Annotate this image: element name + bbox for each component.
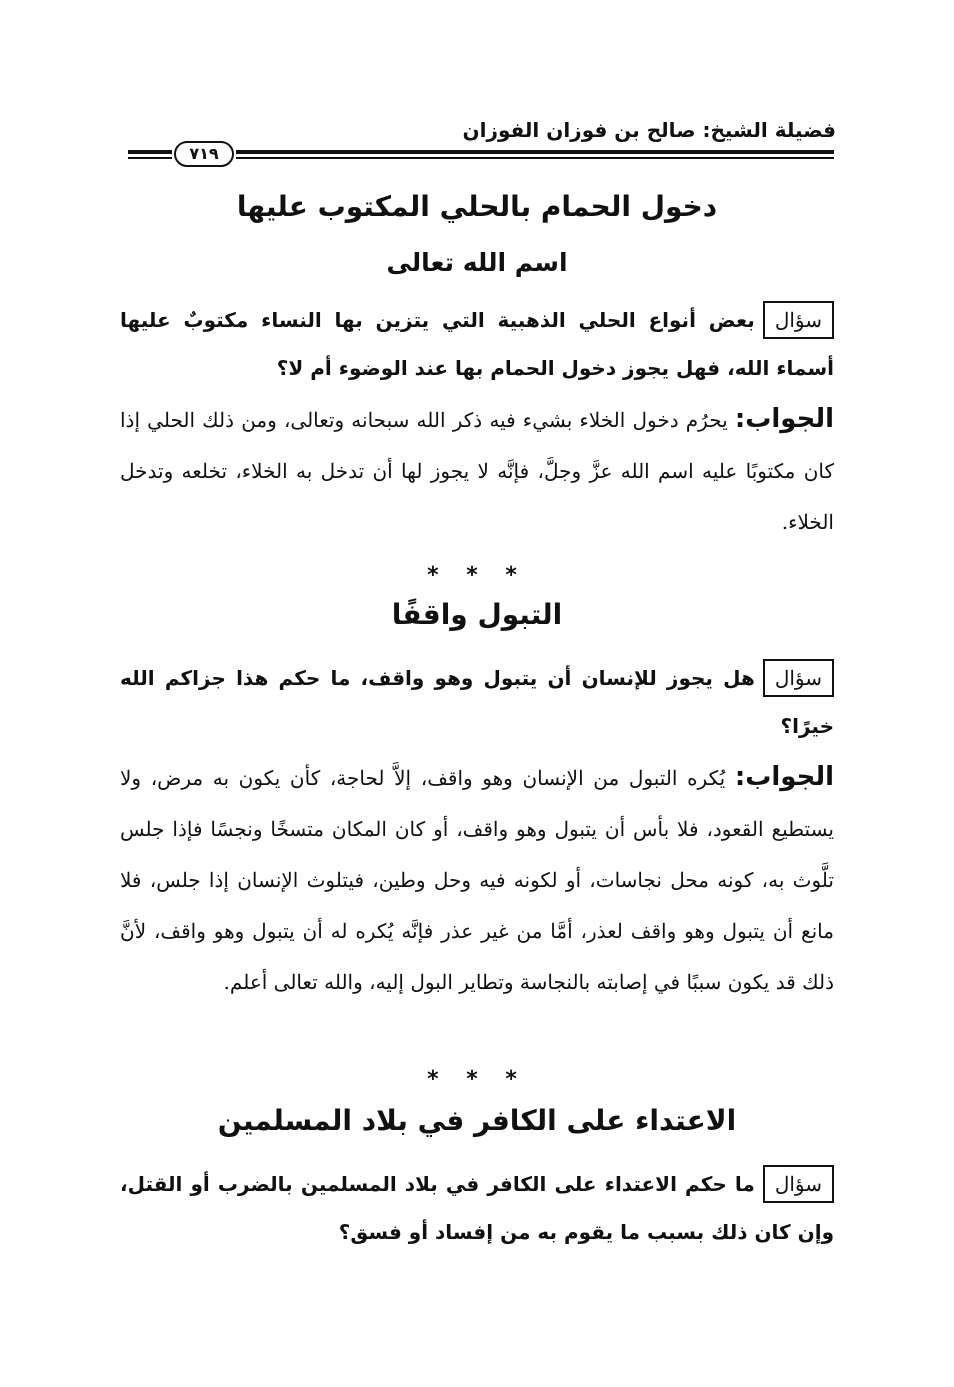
answer-text: يُكره التبول من الإنسان وهو واقف، إلاَّ لحاجة، كأن يكون به مرض، ولا يستطيع القعود، فلا بأس أن يتبول وهو واقف، أو كان المكان متسخًا ونجسًا فإذا جلس تلَّوث به، كونه محل نجاسات، أو لكونه فيه وحل وطين، فيتلوث الإنسان إذا جلس، فلا مانع أن يتبول وهو واقف لعذر، أمَّا من غير عذر فإنَّه يُكره له أن يتبول وهو واقف، لأنَّ ذلك قد يكون سببًا في إصابته بالنجاسة وتطاير البول إليه، والله تعالى أعلم. [120,766,834,994]
header-rule [236,148,834,162]
section-title: التبول واقفًا [391,598,563,631]
answer-block [120,394,834,548]
question-block [120,1160,834,1256]
page-number: ٧١٩ [174,141,234,167]
question-block [120,654,834,750]
section-title: الاعتداء على الكافر في بلاد المسلمين [217,1104,737,1137]
question-text: بعض أنواع الحلي الذهبية التي يتزين بها النساء مكتوبٌ عليها أسماء الله، فهل يجوز دخول الحمام بها عند الوضوء أم لا؟ [120,308,834,380]
section-title: دخول الحمام بالحلي المكتوب عليها [236,190,718,223]
question-label: سؤال [763,301,834,339]
question-label: سؤال [763,659,834,697]
header-rule-short [128,148,172,162]
answer-label: الجواب: [734,404,835,434]
section-separator: * * * [427,1067,527,1092]
answer-text: يحرُم دخول الخلاء بشيء فيه ذكر الله سبحانه وتعالى، ومن ذلك الحلي إذا كان مكتوبًا عليه اسم الله عزَّ وجلَّ، فإنَّه لا يجوز لها أن تدخل به الخلاء، تخلعه وتدخل الخلاء. [120,408,834,534]
answer-label: الجواب: [734,762,834,792]
question-label: سؤال [763,1165,834,1203]
question-text: هل يجوز للإنسان أن يتبول وهو واقف، ما حكم هذا جزاكم الله خيرًا؟ [120,666,834,738]
section-subtitle: اسم الله تعالى [386,248,568,277]
question-block [120,296,834,392]
section-separator: * * * [427,563,527,588]
answer-block [120,752,834,1008]
running-title: فضيلة الشيخ: صالح بن فوزان الفوزان [462,118,836,142]
question-text: ما حكم الاعتداء على الكافر في بلاد المسلمين بالضرب أو القتل، وإن كان ذلك بسبب ما يقوم به من إفساد أو فسق؟ [120,1172,834,1244]
